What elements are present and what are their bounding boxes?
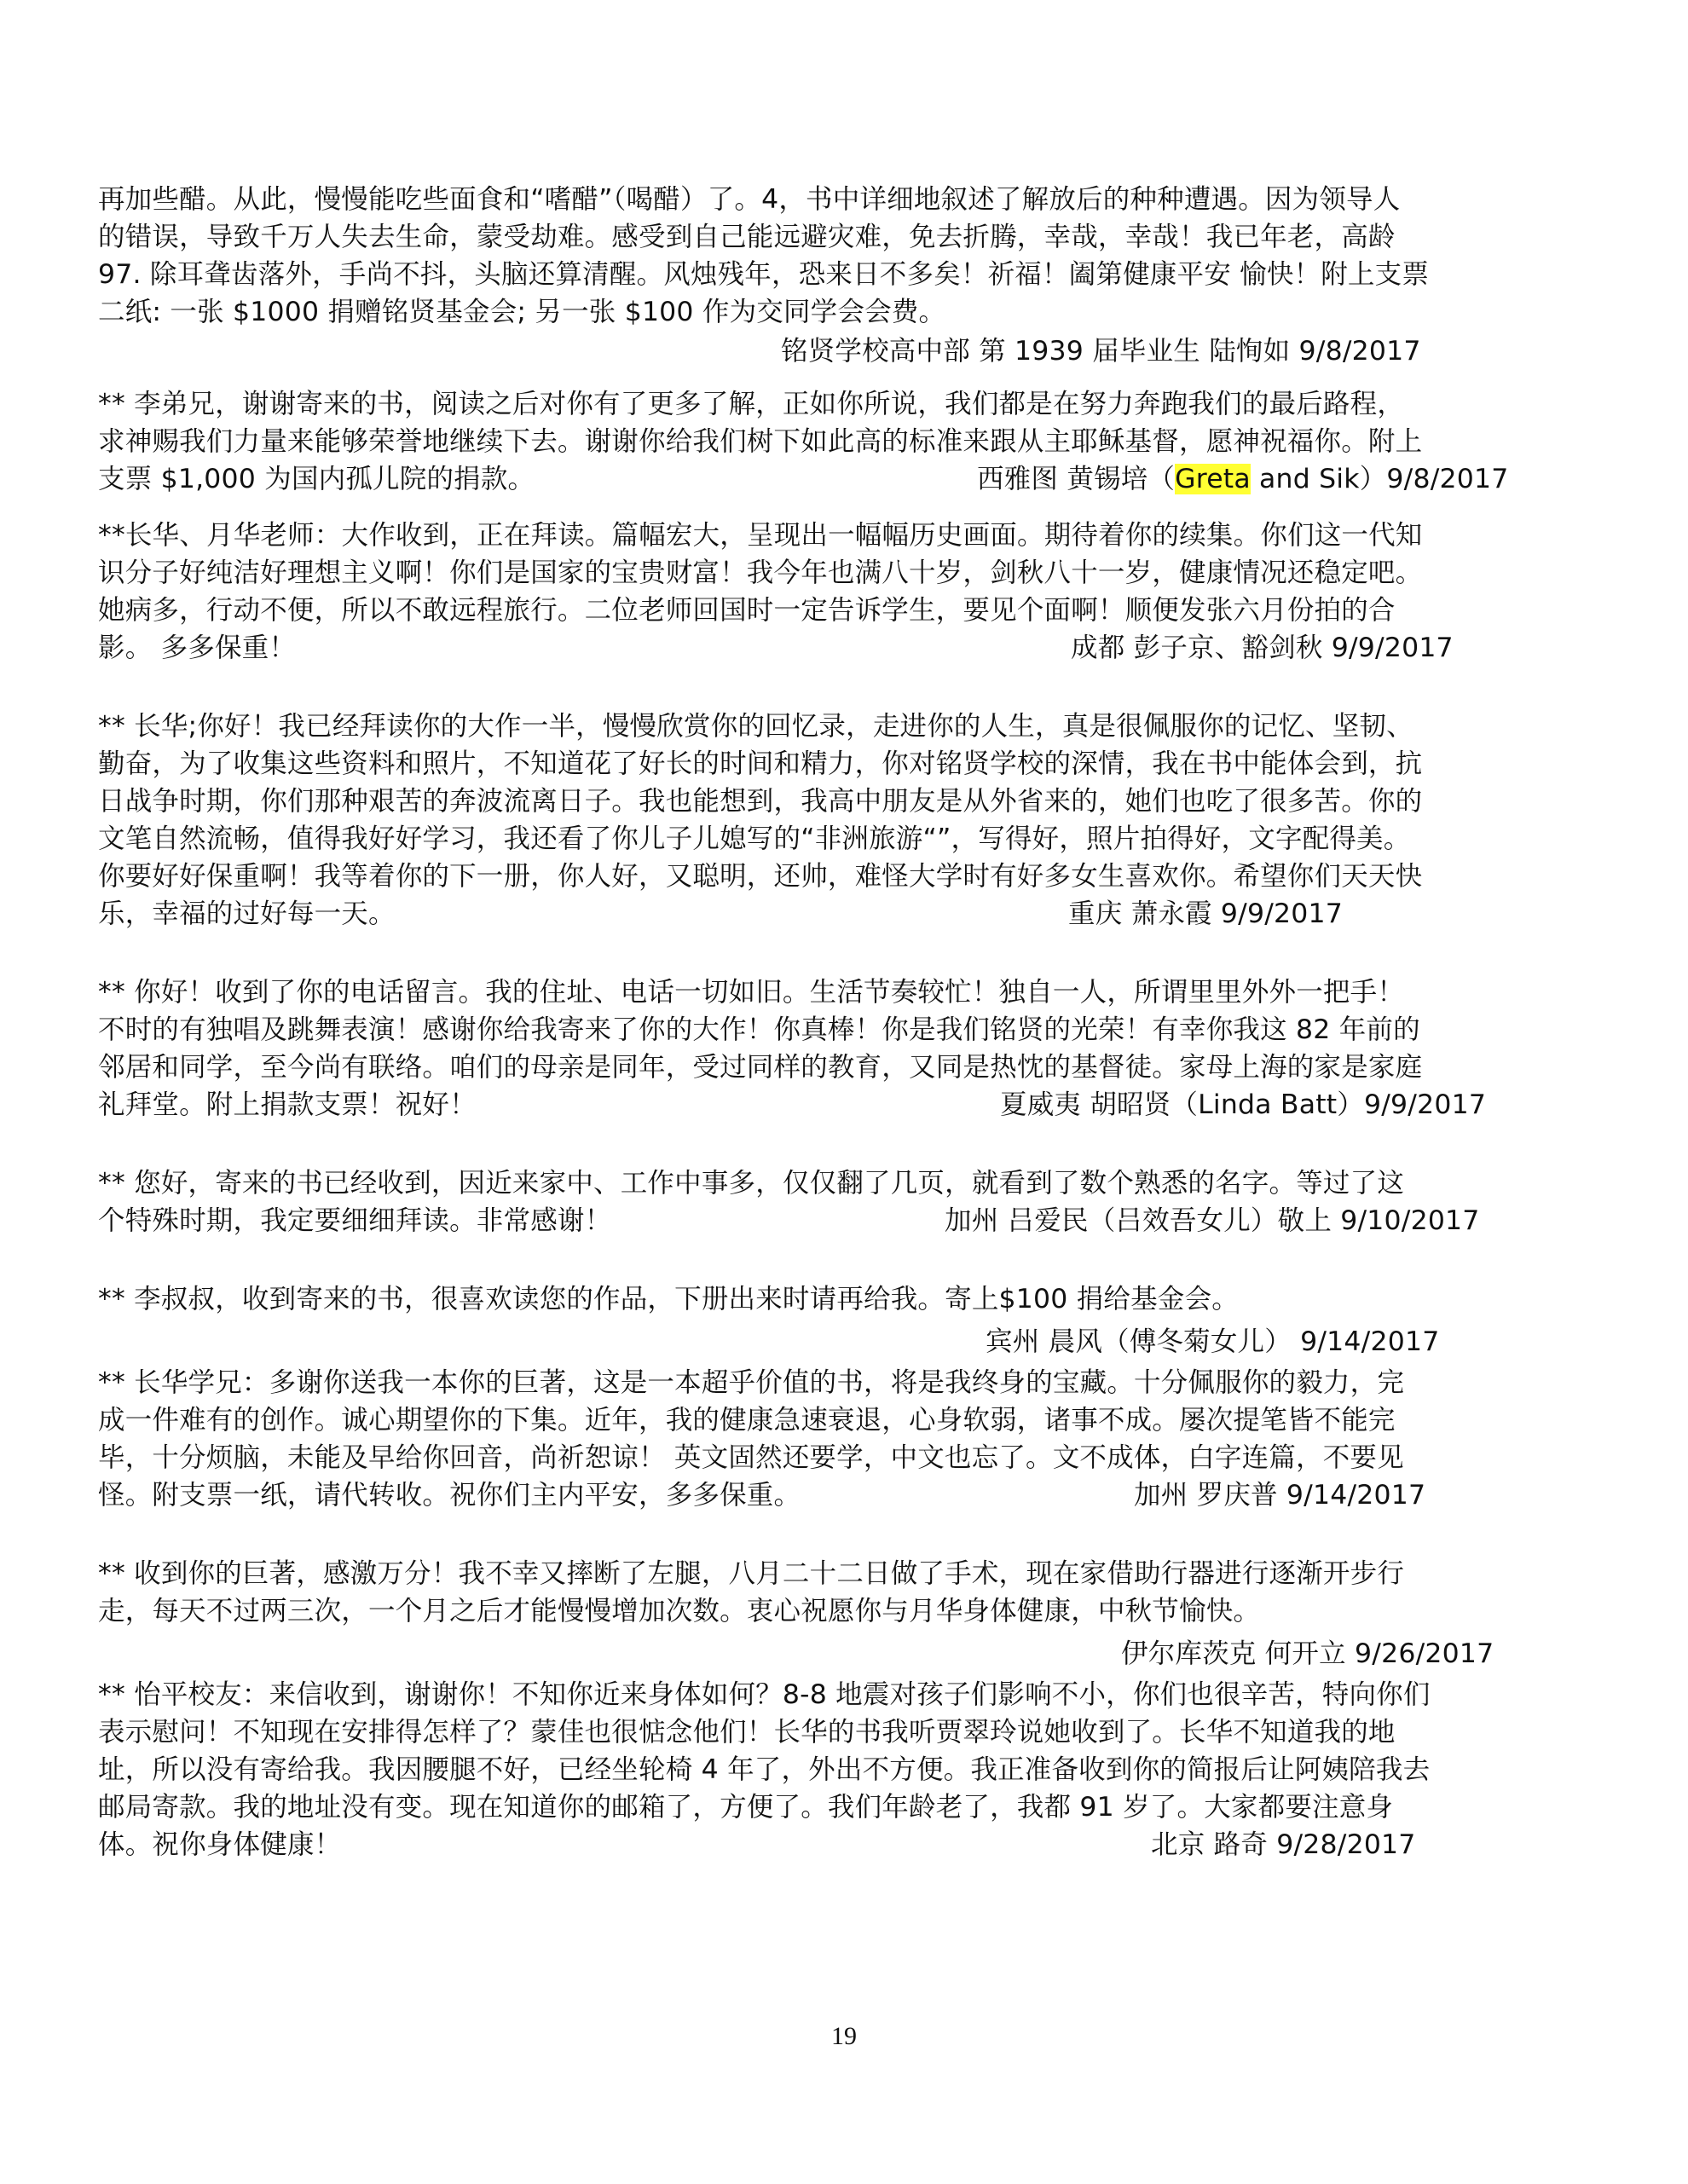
text-line: 体。祝你身体健康！ [98, 1829, 342, 1860]
text-line: ** 李弟兄，谢谢寄来的书，阅读之后对你有了更多了解，正如你所说，我们都是在努力奔跑我们的最后路程， [98, 389, 1405, 419]
page-number: 19 [831, 2022, 857, 2050]
text-line: ** 怡平校友：来信收到，谢谢你！不知你近来身体如何？8-8 地震对孩子们影响不小，你们也很辛苦，特向你们 [98, 1679, 1431, 1710]
text-line: 成一件难有的创作。诚心期望你的下集。近年，我的健康急速衰退，心身软弱，诸事不成。屡次提笔皆不能完 [98, 1405, 1396, 1436]
text-line: 再加些醋。从此，慢慢能吃些面食和“嗜醋”（喝醋）了。4，书中详细地叙述了解放后的种种遭遇。因为领导人 [98, 184, 1401, 215]
text-line: 邮局寄款。我的地址没有变。现在知道你的邮箱了，方便了。我们年龄老了，我都 91 岁了。大家都要注意身 [98, 1792, 1394, 1823]
text-line: 识分子好纯洁好理想主义啊！你们是国家的宝贵财富！我今年也满八十岁，剑秋八十一岁，健康情况还稳定吧。 [98, 558, 1423, 588]
text-line: 的错误，导致千万人失去生命，蒙受劫难。感受到自己能远避灾难，免去折腾，幸哉，幸哉！我已年老，高龄 [98, 222, 1396, 252]
text-line: ** 长华学兄：多谢你送我一本你的巨著，这是一本超乎价值的书，将是我终身的宝藏。十分佩服你的毅力，完 [98, 1367, 1405, 1398]
text-line: 怪。附支票一纸，请代转收。祝你们主内平安，多多保重。 [98, 1480, 801, 1511]
text-line: ** 李叔叔，收到寄来的书，很喜欢读您的作品，下册出来时请再给我。寄上$100 捐给基金会。 [98, 1284, 1239, 1314]
signature-line: 加州 罗庆普 9/14/2017 [1134, 1480, 1426, 1511]
text-line: ** 您好，寄来的书已经收到，因近来家中、工作中事多，仅仅翻了几页，就看到了数个熟悉的名字。等过了这 [98, 1168, 1405, 1199]
text-line: 走，每天不过两三次，一个月之后才能慢慢增加次数。衷心祝愿你与月华身体健康，中秋节愉快。 [98, 1596, 1261, 1626]
text-line: 文笔自然流畅，值得我好好学习，我还看了你儿子儿媳写的“非洲旅游“”，写得好，照片拍得好，文字配得美。 [98, 823, 1411, 854]
signature-line: 重庆 萧永霞 9/9/2017 [1068, 898, 1343, 929]
text-line: ** 长华;你好！我已经拜读你的大作一半，慢慢欣赏你的回忆录，走进你的人生，真是很佩服你的记忆、坚韧、 [98, 711, 1413, 742]
signature-line: 北京 路奇 9/28/2017 [1151, 1829, 1416, 1860]
signature-line: 宾州 晨风（傅冬菊女儿） 9/14/2017 [986, 1326, 1440, 1357]
text-line: 影。 多多保重！ [98, 633, 297, 663]
text-line: 表示慰问！不知现在安排得怎样了？蒙佳也很惦念他们！长华的书我听贾翠玲说她收到了。长华不知道我的地 [98, 1717, 1396, 1748]
text-line: 勤奋，为了收集这些资料和照片，不知道花了好长的时间和精力，你对铭贤学校的深情，我在书中能体会到，抗 [98, 748, 1423, 779]
signature-line: 伊尔库茨克 何开立 9/26/2017 [1121, 1638, 1494, 1669]
highlighted-text: Greta [1175, 464, 1251, 494]
text-line: 日战争时期，你们那种艰苦的奔波流离日子。我也能想到，我高中朋友是从外省来的，她们也吃了很多苦。你的 [98, 786, 1423, 817]
text-line: 求神赐我们力量来能够荣誉地继续下去。谢谢你给我们树下如此高的标准来跟从主耶稣基督，愿神祝福你。附上 [98, 426, 1423, 457]
text-line: 她病多，行动不便，所以不敢远程旅行。二位老师回国时一定告诉学生，要见个面啊！顺便发张六月份拍的合 [98, 595, 1396, 626]
text-line: 个特殊时期，我定要细细拜读。非常感谢！ [98, 1205, 612, 1236]
signature-line: 成都 彭子京、豁剑秋 9/9/2017 [1071, 633, 1454, 663]
text-line: 你要好好保重啊！我等着你的下一册，你人好，又聪明，还帅，难怪大学时有好多女生喜欢你。希望你们天天快 [98, 861, 1423, 892]
text-line: 二纸: 一张 $1000 捐赠铭贤基金会; 另一张 $100 作为交同学会会费。 [98, 297, 946, 327]
text-line: 邻居和同学，至今尚有联络。咱们的母亲是同年，受过同样的教育，又同是热忱的基督徒。家母上海的家是家庭 [98, 1052, 1423, 1083]
text-line: 址，所以没有寄给我。我因腰腿不好，已经坐轮椅 4 年了，外出不方便。我正准备收到你的简报后让阿姨陪我去 [98, 1754, 1431, 1785]
signature-line: 铭贤学校高中部 第 1939 届毕业生 陆恂如 9/8/2017 [781, 336, 1421, 367]
text-line: 不时的有独唱及跳舞表演！感谢你给我寄来了你的大作！你真棒！你是我们铭贤的光荣！有幸你我这 82 年前的 [98, 1014, 1420, 1045]
signature-line: 加州 吕爱民（吕效吾女儿）敬上 9/10/2017 [945, 1205, 1480, 1236]
text-line: 毕，十分烦脑，未能及早给你回音，尚祈恕谅！ 英文固然还要学，中文也忘了。文不成体，白字连篇，不要见 [98, 1442, 1404, 1473]
text-line: ** 收到你的巨著，感激万分！我不幸又摔断了左腿，八月二十二日做了手术，现在家借助行器进行逐渐开步行 [98, 1558, 1405, 1589]
signature-line: 西雅图 黄锡培（Greta and Sik）9/8/2017 [977, 464, 1509, 494]
text-line: **长华、月华老师：大作收到，正在拜读。篇幅宏大，呈现出一幅幅历史画面。期待着你的续集。你们这一代知 [98, 520, 1423, 551]
text-line: 97. 除耳聋齿落外，手尚不抖，头脑还算清醒。风烛残年，恐来日不多矣！祈福！阖第健康平安 愉快！附上支票 [98, 259, 1430, 290]
text-line: 支票 $1,000 为国内孤儿院的捐款。 [98, 464, 535, 494]
text-line: 礼拜堂。附上捐款支票！祝好！ [98, 1089, 477, 1120]
text-line: ** 你好！收到了你的电话留言。我的住址、电话一切如旧。生活节奏较忙！独自一人，所谓里里外外一把手！ [98, 977, 1405, 1008]
text-line: 乐，幸福的过好每一天。 [98, 898, 396, 929]
signature-line: 夏威夷 胡昭贤（Linda Batt）9/9/2017 [1000, 1089, 1487, 1120]
